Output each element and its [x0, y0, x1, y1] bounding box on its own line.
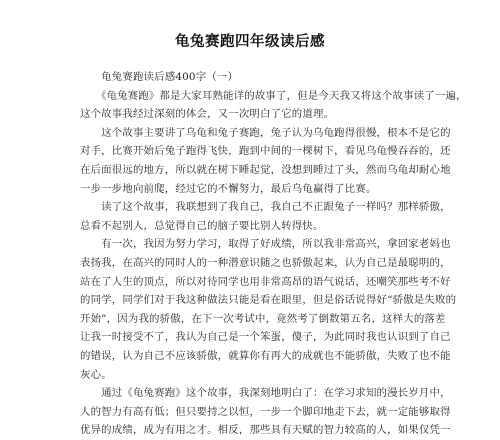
text-line: 人的智力有高有低；但只要持之以恒，一步一个脚印地走下去，就一定能够取得	[80, 405, 451, 418]
text-line: 灰心。	[80, 368, 112, 381]
text-line: 对手，比赛开始后兔子跑得飞快，跑到中间的一棵树下，看见乌龟慢吞吞的，还	[80, 145, 451, 158]
text-line: 的同学，同学们对于我这种做法只能是看在眼里，但是俗话说得好“骄傲是失败的	[80, 294, 457, 307]
text-line: 这个故事主要讲了乌龟和兔子赛跑，兔子认为乌龟跑得很慢，根本不是它的	[80, 126, 451, 139]
text-line: 有一次，我因为努力学习，取得了好成绩，所以我非常高兴，拿回家老妈也	[80, 238, 451, 251]
text-line: 让我一时接受不了，我认为自己是一个笨蛋，傻子，为此同时我也认识到了自己	[80, 331, 451, 344]
text-line: 龟兔赛跑读后感400字（一）	[80, 71, 239, 83]
text-line: 这个故事我经过深刻的体会，又一次明白了它的道理。	[80, 108, 335, 121]
text-line: 表扬我，在高兴的同时人的一种潜意识随之也骄傲起来，认为自己是最聪明的，	[80, 256, 451, 269]
document-title: 龟兔赛跑四年级读后感	[175, 34, 325, 50]
text-line: 《龟兔赛跑》都是大家耳熟能详的故事了，但是今天我又将这个故事读了一遍，	[80, 89, 467, 102]
text-line: 优异的成绩，成为有用之才。相反，那些具有天赋的智力较高的人，如果仅凭一	[80, 424, 451, 437]
text-line: 开始”，因为我的骄傲，在下一次考试中，竟然考了倒数第五名，这样大的落差	[80, 312, 446, 325]
document-body	[80, 68, 467, 440]
text-line: 站在了人生的顶点，所以对待同学也用非常高昂的语气说话，还嘲笑那些考不好	[80, 275, 451, 288]
text-line: 的错误，认为自己不应该骄傲，就算你有再大的成就也不能骄傲，失败了也不能	[80, 349, 451, 362]
text-line: 一步一步地向前爬，经过它的不懈努力，最后乌龟赢得了比赛。	[80, 182, 377, 195]
text-line: 在后面很远的地方，所以就在树下睡起觉，没想到睡过了头，然而乌龟却耐心地	[80, 163, 451, 176]
text-line: 通过《龟兔赛跑》这个故事，我深刻地明白了：在学习求知的漫长岁月中，	[80, 387, 451, 400]
text-line: 总看不起别人，总觉得自己的脑子要比别人转得快。	[80, 219, 324, 232]
text-line: 读了这个故事，我联想到了我自己，我自己不正跟兔子一样吗？那样骄傲，	[80, 201, 451, 214]
